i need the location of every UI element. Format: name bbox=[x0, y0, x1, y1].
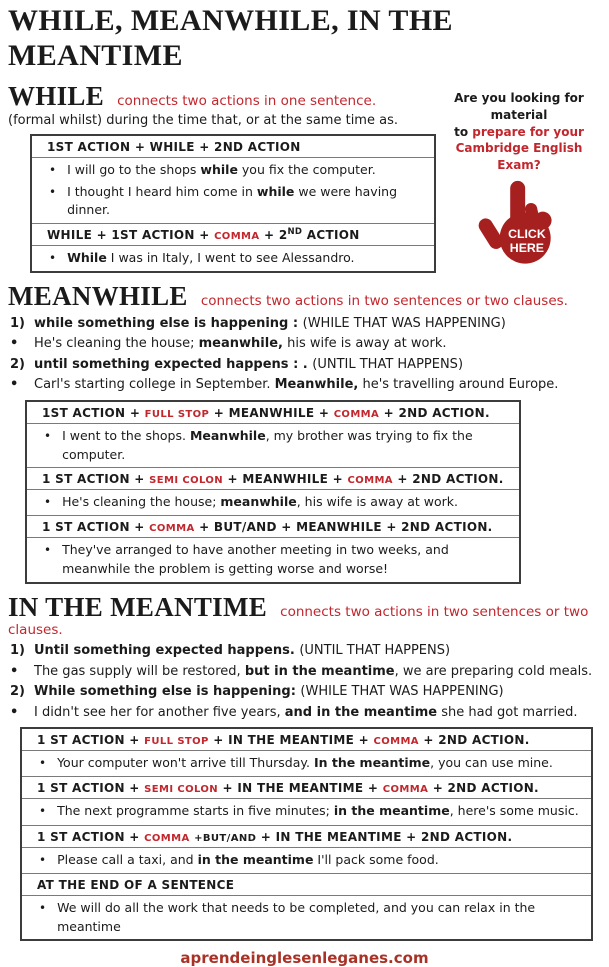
footer bbox=[0, 948, 609, 967]
text-segment: I'll pack some food. bbox=[313, 851, 439, 867]
text-segment: 1ST ACTION + bbox=[42, 405, 145, 420]
text-segment: he's travelling around Europe. bbox=[358, 377, 559, 393]
section-meanwhile-subtitle: connects two actions in two sentences or two clauses. bbox=[200, 293, 568, 310]
text-segment: Meanwhile bbox=[189, 427, 266, 443]
pattern-header-row bbox=[22, 825, 591, 847]
bullet-icon: • bbox=[44, 495, 52, 510]
pattern-header-row bbox=[22, 776, 591, 798]
text-segment: I went to the shops. bbox=[62, 427, 190, 443]
bullet-icon: • bbox=[39, 804, 47, 819]
text-segment: to bbox=[454, 124, 473, 139]
text-segment: , here's some music. bbox=[449, 803, 579, 819]
section-while-heading: WHILE bbox=[8, 81, 105, 111]
text-segment: + IN THE MEANTIME + 2ND ACTION. bbox=[256, 829, 513, 844]
text-segment: 1 ST ACTION + bbox=[42, 472, 150, 487]
text-segment: while bbox=[200, 162, 238, 178]
text-segment: (UNTIL THAT HAPPENS) bbox=[312, 356, 464, 372]
bullet-icon: • bbox=[10, 377, 19, 393]
example-row bbox=[32, 245, 434, 271]
text-segment: Carl's starting college in September. bbox=[34, 377, 275, 393]
text-segment: COMMA bbox=[214, 231, 260, 243]
while-definition-text: (formal whilst) during the time that, or at the same time as. bbox=[8, 113, 398, 129]
list-number: 1) bbox=[10, 315, 25, 331]
meantime-pattern-box bbox=[20, 727, 593, 941]
text-segment: while bbox=[256, 183, 295, 199]
example-sentence bbox=[32, 850, 581, 871]
text-segment: +BUT/AND bbox=[194, 832, 257, 844]
text-segment: He's cleaning the house; bbox=[34, 336, 199, 352]
text-segment: Your computer won't arrive till Thursday. bbox=[57, 755, 314, 771]
bullet-icon: • bbox=[44, 543, 52, 558]
click-label: CLICK bbox=[508, 227, 546, 242]
section-meanwhile bbox=[0, 282, 609, 584]
example-sentence bbox=[42, 182, 424, 222]
list-number: 1) bbox=[10, 643, 25, 659]
usage-note-line bbox=[10, 335, 609, 353]
bullet-icon: • bbox=[49, 163, 57, 178]
usage-note-text bbox=[34, 315, 506, 333]
text-segment: We will do all the work that needs to be completed, and you can relax in the meantime bbox=[57, 899, 536, 934]
usage-note-text bbox=[34, 356, 463, 374]
text-segment: Until something expected happens. bbox=[34, 643, 300, 659]
text-segment: (UNTIL THAT HAPPENS) bbox=[299, 643, 451, 659]
list-number: 2) bbox=[10, 684, 25, 700]
footer-website-link[interactable]: aprendeinglesenleganes.com bbox=[180, 949, 429, 967]
pattern-header-row bbox=[22, 873, 591, 895]
text-segment: The gas supply will be restored, bbox=[34, 663, 245, 679]
text-segment: COMMA bbox=[149, 523, 195, 535]
text-segment: (WHILE THAT WAS HAPPENING) bbox=[302, 315, 506, 331]
example-sentence bbox=[42, 160, 424, 181]
text-segment: COMMA bbox=[382, 784, 429, 796]
worksheet-page bbox=[0, 4, 609, 967]
text-segment: COMMA bbox=[144, 832, 190, 844]
section-meanwhile-head bbox=[8, 282, 609, 310]
text-segment: COMMA bbox=[373, 736, 419, 748]
example-row bbox=[27, 489, 519, 515]
text-segment: I was in Italy, I went to see Alessandro. bbox=[106, 250, 355, 266]
example-sentence bbox=[32, 753, 581, 774]
usage-note-text bbox=[34, 376, 558, 394]
usage-note-text bbox=[34, 335, 447, 353]
text-segment: + 2ND ACTION. bbox=[379, 405, 490, 420]
text-segment: SEMI COLON bbox=[149, 475, 224, 487]
pattern-header-row bbox=[22, 729, 591, 750]
example-row bbox=[22, 895, 591, 940]
example-text bbox=[67, 183, 424, 221]
text-segment: prepare for your bbox=[472, 124, 584, 139]
example-text bbox=[62, 541, 509, 579]
bullet-icon: • bbox=[44, 428, 52, 443]
example-sentence bbox=[37, 492, 509, 513]
while-pattern-box bbox=[30, 134, 436, 273]
bullet-icon: • bbox=[39, 900, 47, 915]
section-meantime-head bbox=[8, 593, 609, 638]
bullet-icon: • bbox=[49, 184, 57, 199]
text-segment: , we are preparing cold meals. bbox=[394, 663, 593, 679]
text-segment: SEMI COLON bbox=[144, 784, 219, 796]
meantime-usage-notes bbox=[10, 642, 609, 721]
text-segment: until something expected happens : . bbox=[34, 356, 313, 372]
example-sentence bbox=[37, 540, 509, 580]
page-title: WHILE, MEANWHILE, IN THE MEANTIME bbox=[8, 4, 453, 72]
example-row bbox=[32, 157, 434, 223]
text-segment: COMMA bbox=[333, 408, 380, 420]
usage-note-text bbox=[34, 663, 592, 681]
text-segment: in the meantime bbox=[333, 803, 450, 819]
example-row bbox=[27, 537, 519, 582]
text-segment: He's cleaning the house; bbox=[62, 494, 221, 510]
meanwhile-usage-notes bbox=[10, 315, 609, 394]
promo-text-line-2 bbox=[433, 124, 605, 141]
text-segment: + 2ND ACTION. bbox=[392, 472, 504, 487]
text-segment: While something else is happening: bbox=[34, 684, 301, 700]
text-segment: + BUT/AND + MEANWHILE + 2ND ACTION. bbox=[194, 520, 493, 535]
section-in-the-meantime bbox=[0, 593, 609, 941]
text-segment: AT THE END OF A SENTENCE bbox=[37, 877, 235, 892]
section-while-subtitle: connects two actions in one sentence. bbox=[117, 93, 377, 109]
pointing-hand-icon bbox=[473, 180, 565, 268]
text-segment: The next programme starts in five minutes; bbox=[57, 803, 334, 819]
text-segment: meanwhile bbox=[220, 494, 297, 510]
usage-note-line bbox=[10, 642, 609, 660]
pattern-header-row bbox=[32, 223, 434, 245]
text-segment: 1ST ACTION + WHILE + 2ND ACTION bbox=[47, 140, 301, 155]
example-sentence bbox=[37, 426, 509, 466]
example-row bbox=[22, 847, 591, 873]
example-text bbox=[67, 161, 376, 180]
text-segment: Meanwhile, bbox=[274, 377, 359, 393]
example-row bbox=[22, 798, 591, 824]
text-segment: Please call a taxi, and bbox=[57, 851, 198, 867]
text-segment: + IN THE MEANTIME + bbox=[208, 733, 374, 748]
text-segment: COMMA bbox=[347, 475, 393, 487]
example-text bbox=[62, 427, 509, 465]
example-row bbox=[22, 750, 591, 776]
bullet-icon: • bbox=[49, 251, 57, 266]
text-segment: + MEANWHILE + bbox=[209, 405, 334, 420]
example-sentence bbox=[32, 801, 581, 822]
text-segment: Are you looking for material bbox=[454, 91, 584, 122]
meanwhile-pattern-box bbox=[25, 400, 521, 584]
text-segment: I will go to the shops bbox=[67, 162, 201, 178]
promo-panel bbox=[433, 90, 605, 268]
text-segment: + 2 bbox=[259, 228, 288, 243]
text-segment: meanwhile, bbox=[198, 336, 283, 352]
text-segment: + IN THE MEANTIME + bbox=[218, 781, 383, 796]
text-segment: + MEANWHILE + bbox=[223, 472, 348, 487]
text-segment: They've arranged to have another meeting in two weeks, and meanwhile the problem is getting worse and worse! bbox=[62, 542, 449, 577]
example-text bbox=[57, 802, 579, 821]
text-segment: In the meantime bbox=[313, 755, 431, 771]
usage-note-text bbox=[34, 683, 504, 701]
click-here-button[interactable] bbox=[473, 180, 565, 268]
usage-note-text bbox=[34, 704, 578, 722]
text-segment: 1 ST ACTION + bbox=[37, 733, 145, 748]
text-segment: WHILE + 1ST ACTION + bbox=[47, 228, 215, 243]
list-number: 2) bbox=[10, 356, 25, 372]
example-sentence bbox=[42, 248, 424, 269]
text-segment: and in the meantime bbox=[284, 704, 438, 720]
pattern-header-row bbox=[27, 402, 519, 423]
example-row bbox=[27, 423, 519, 468]
bullet-icon: • bbox=[10, 704, 19, 720]
section-meanwhile-heading: MEANWHILE bbox=[8, 281, 188, 312]
text-segment: 1 ST ACTION + bbox=[37, 781, 145, 796]
here-label: HERE bbox=[509, 241, 545, 256]
text-segment: FULL STOP bbox=[144, 408, 210, 420]
text-segment: I didn't see her for another five years, bbox=[34, 704, 285, 720]
pattern-header-row bbox=[27, 515, 519, 537]
bullet-icon: • bbox=[10, 336, 19, 352]
usage-note-line bbox=[10, 376, 609, 394]
text-segment: FULL STOP bbox=[144, 736, 209, 748]
example-text bbox=[57, 851, 439, 870]
text-segment: ND bbox=[287, 227, 303, 238]
example-text bbox=[62, 493, 458, 512]
pattern-header-row bbox=[32, 136, 434, 157]
section-meantime-heading: IN THE MEANTIME bbox=[8, 591, 268, 622]
usage-note-line bbox=[10, 315, 609, 333]
text-segment: I thought I heard him come in bbox=[67, 183, 257, 199]
text-segment: ACTION bbox=[302, 228, 360, 243]
pattern-header-row bbox=[27, 467, 519, 489]
text-segment: she had got married. bbox=[437, 704, 578, 720]
text-segment: Cambridge English Exam? bbox=[455, 141, 583, 173]
text-segment: , his wife is away at work. bbox=[296, 494, 458, 510]
text-segment: in the meantime bbox=[197, 851, 314, 867]
text-segment: his wife is away at work. bbox=[282, 336, 447, 352]
text-segment: while something else is happening : bbox=[34, 315, 303, 331]
example-text bbox=[67, 249, 354, 268]
text-segment: 1 ST ACTION + bbox=[37, 829, 145, 844]
usage-note-text bbox=[34, 642, 450, 660]
example-text bbox=[57, 899, 581, 937]
example-sentence bbox=[32, 898, 581, 938]
example-text bbox=[57, 754, 553, 773]
bullet-icon: • bbox=[39, 756, 47, 771]
usage-note-line bbox=[10, 683, 609, 701]
text-segment: , my brother was trying to fix the computer. bbox=[62, 427, 473, 462]
text-segment: but in the meantime bbox=[244, 663, 395, 679]
promo-text-line-1 bbox=[433, 90, 605, 124]
section-meantime-subtitle: connects two actions in two sentences or two clauses. bbox=[8, 603, 589, 639]
usage-note-line bbox=[10, 663, 609, 681]
bullet-icon: • bbox=[10, 663, 19, 679]
usage-note-line bbox=[10, 356, 609, 374]
text-segment: While bbox=[67, 250, 107, 266]
text-segment: you fix the computer. bbox=[237, 162, 376, 178]
text-segment: , you can use mine. bbox=[430, 755, 553, 771]
usage-note-line bbox=[10, 704, 609, 722]
bullet-icon: • bbox=[39, 852, 47, 867]
text-segment: we were having dinner. bbox=[67, 183, 398, 218]
text-segment: + 2ND ACTION. bbox=[418, 733, 530, 748]
text-segment: + 2ND ACTION. bbox=[428, 781, 539, 796]
text-segment: (WHILE THAT WAS HAPPENING) bbox=[300, 684, 504, 700]
promo-text-line-3 bbox=[433, 140, 605, 174]
text-segment: 1 ST ACTION + bbox=[42, 520, 150, 535]
